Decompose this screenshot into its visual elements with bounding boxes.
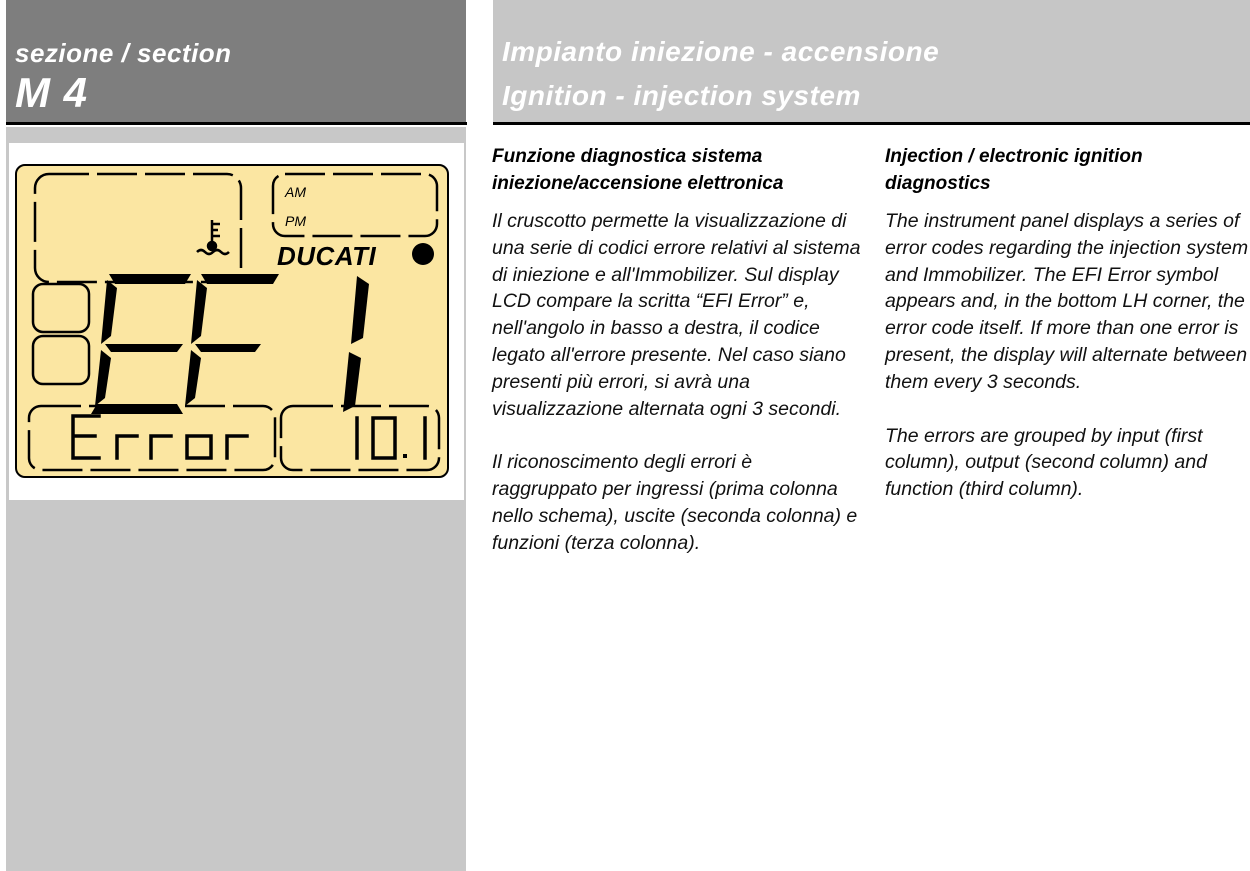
lcd-left-segment-bottom <box>33 336 89 384</box>
column-italian <box>492 143 862 557</box>
main-segment-digits <box>91 274 369 414</box>
lcd-top-left-frame <box>35 174 241 282</box>
clock-pm-indicator: PM <box>285 213 306 229</box>
header-rule-left <box>6 122 467 125</box>
paragraph-italian-2: Il riconoscimento degli errori è raggruppato per ingressi (prima colonna nello schema), uscite (seconda colonna) e funzioni (terza colonna). <box>492 451 858 554</box>
error-segment-text <box>73 416 247 458</box>
header-rule-right <box>493 122 1250 125</box>
section-label: sezione / section <box>15 38 232 68</box>
section-code: M 4 <box>15 69 89 116</box>
paragraph-italian-1: Il cruscotto permette la visualizzazione di una serie di codici errore relativi al sistema di iniezione e all'Immobilizer. Sul display LCD compare la scritta “EFI Error” e, nell'angolo in basso a destra, il codice legato all'errore presente. Nel caso siano presenti più errori, si avrà una visualizzazione alternata ogni 3 secondi. <box>492 210 861 420</box>
lcd-drawing <box>17 166 447 476</box>
page-title-english: Ignition - injection system <box>502 80 861 111</box>
brand-dot-icon <box>412 243 434 265</box>
brand-logo-text: DUCATI <box>277 241 377 271</box>
lcd-left-segment-top <box>33 284 89 332</box>
clock-am-indicator: AM <box>285 184 306 200</box>
lcd-display <box>15 164 449 478</box>
heading-italian: Funzione diagnostica sistema iniezione/accensione elettronica <box>492 146 784 194</box>
coolant-temperature-icon <box>197 220 229 254</box>
page-title-italian: Impianto iniezione - accensione <box>502 36 940 67</box>
paragraph-english-2: The errors are grouped by input (first column), output (second column) and function (third column). <box>885 424 1207 501</box>
heading-english: Injection / electronic ignition diagnostics <box>885 146 1143 194</box>
column-english <box>885 143 1250 503</box>
lcd-bottom-right-frame <box>281 406 439 470</box>
paragraph-english-1: The instrument panel displays a series of error codes regarding the injection system and Immobilizer. The EFI Error symbol appears and, in the bottom LH corner, the error code itself. If more than one error is present, the display will alternate between them every 3 seconds. <box>885 210 1249 393</box>
error-code-segments <box>357 418 425 458</box>
